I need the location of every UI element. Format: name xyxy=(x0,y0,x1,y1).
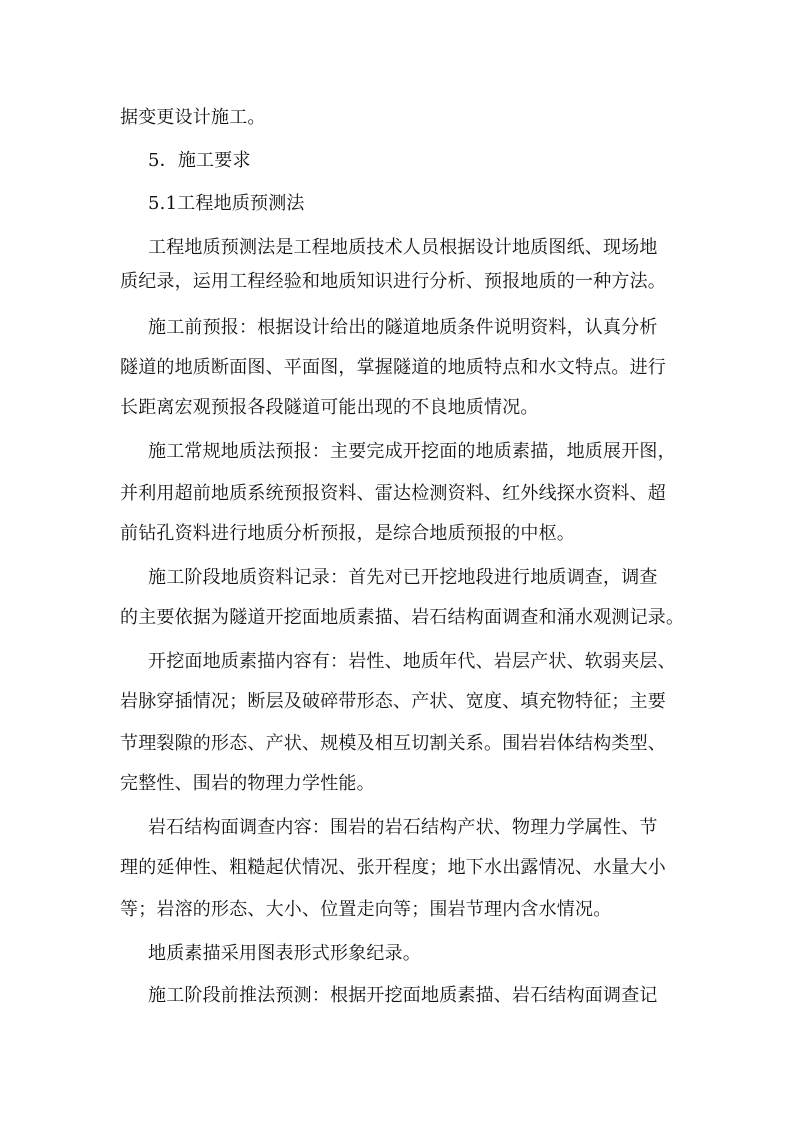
text-line: 前钻孔资料进行地质分析预报，是综合地质预报的中枢。 xyxy=(120,523,575,544)
text-line: 岩石结构面调查内容：围岩的岩石结构产状、物理力学属性、节 xyxy=(148,817,658,838)
text-line: 地质素描采用图表形式形象纪录。 xyxy=(148,943,421,964)
text-line: 施工阶段前推法预测：根据开挖面地质素描、岩石结构面调查记 xyxy=(148,985,658,1006)
text-line: 据变更设计施工。 xyxy=(120,107,266,128)
text-line: 施工阶段地质资料记录：首先对已开挖地段进行地质调查，调查 xyxy=(148,567,658,588)
text-line: 并利用超前地质系统预报资料、雷达检测资料、红外线探水资料、超 xyxy=(120,483,666,504)
text-line: 等；岩溶的形态、大小、位置走向等；围岩节理内含水情况。 xyxy=(120,899,612,920)
text-line: 完整性、围岩的物理力学性能。 xyxy=(120,773,375,794)
text-line: 节理裂隙的形态、产状、规模及相互切割关系。围岩岩体结构类型、 xyxy=(120,733,666,754)
text-line: 开挖面地质素描内容有：岩性、地质年代、岩层产状、软弱夹层、 xyxy=(148,651,676,672)
text-line: 的主要依据为隧道开挖面地质素描、岩石结构面调查和涌水观测记录。 xyxy=(120,607,685,628)
section-heading: 5．施工要求 xyxy=(148,150,251,171)
text-line: 施工常规地质法预报：主要完成开挖面的地质素描，地质展开图， xyxy=(148,441,676,462)
text-line: 工程地质预测法是工程地质技术人员根据设计地质图纸、现场地 xyxy=(148,237,658,258)
text-line: 质纪录，运用工程经验和地质知识进行分析、预报地质的一种方法。 xyxy=(120,271,666,292)
text-line: 隧道的地质断面图、平面图，掌握隧道的地质特点和水文特点。进行 xyxy=(120,357,666,378)
text-line: 理的延伸性、粗糙起伏情况、张开程度；地下水出露情况、水量大小 xyxy=(120,857,666,878)
subsection-heading: 5.1工程地质预测法 xyxy=(148,193,305,214)
text-line: 长距离宏观预报各段隧道可能出现的不良地质情况。 xyxy=(120,397,539,418)
text-line: 岩脉穿插情况；断层及破碎带形态、产状、宽度、填充物特征；主要 xyxy=(120,691,666,712)
text-line: 施工前预报：根据设计给出的隧道地质条件说明资料，认真分析 xyxy=(148,317,658,338)
